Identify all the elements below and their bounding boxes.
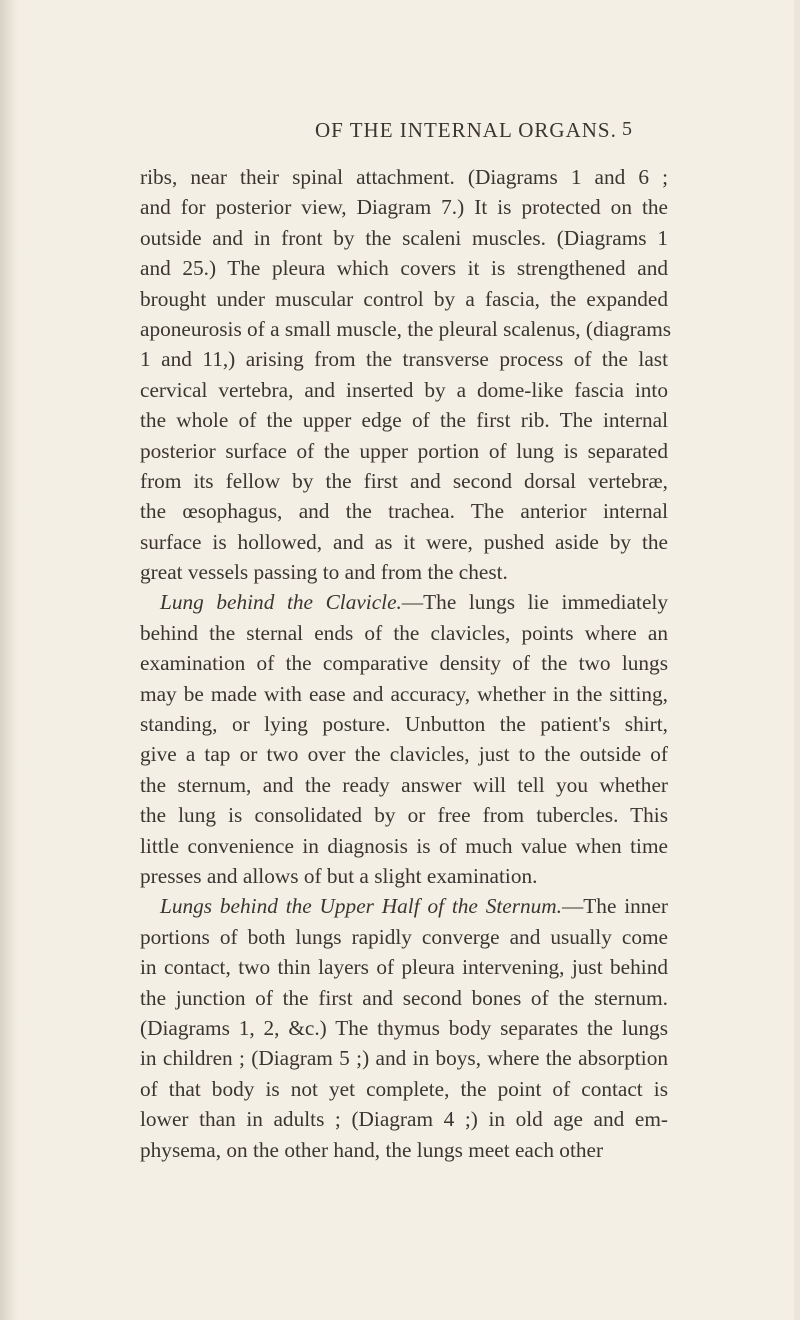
text-line: and for posterior view, Diagram 7.) It is protected on the [140,195,668,220]
text-line: great vessels passing to and from the chest. [140,560,508,585]
text-line: aponeurosis of a small muscle, the pleural scalenus, (diagrams [140,316,672,341]
text-line: (Diagrams 1, 2, &c.) The thymus body separates the lungs [140,1015,668,1040]
text-line: 1 and 11,) arising from the transverse process of the last [140,347,668,372]
text-line: brought under muscular control by a fascia, the expanded [140,286,668,311]
section-heading-sternum: Lungs behind the Upper Half of the Sternum. [160,894,562,919]
section-lead-line [140,587,668,617]
text-line: little convenience in diagnosis is of much value when time [140,833,668,858]
text-line: the sternum, and the ready answer will tell you whether [140,772,668,797]
text-line: physema, on the other hand, the lungs meet each other [140,1137,604,1162]
page-header [0,118,800,148]
text-line: ribs, near their spinal attachment. (Diagrams 1 and 6 ; [140,165,668,189]
text-line: the lung is consolidated by or free from tubercles. This [140,803,668,828]
text-line: and 25.) The pleura which covers it is strengthened and [140,256,668,281]
text-line: outside and in front by the scaleni muscles. (Diagrams 1 [140,225,668,250]
text-line: portions of both lungs rapidly converge and usually come [140,924,668,949]
section-heading-clavicle: Lung behind the Clavicle. [160,590,402,615]
text-line: cervical vertebra, and inserted by a dome-like fascia into [140,377,668,402]
text-line: in contact, two thin layers of pleura intervening, just behind [140,955,668,980]
page-gutter-shadow [0,0,18,1320]
text-line: presses and allows of but a slight examination. [140,863,538,888]
section-lead-text: —The lungs lie immediately [401,590,668,615]
text-line: posterior surface of the upper portion of lung is separated [140,438,668,463]
text-line: behind the sternal ends of the clavicles, points where an [140,620,668,645]
text-line: give a tap or two over the clavicles, just to the outside of [140,742,668,767]
text-line: surface is hollowed, and as it were, pushed aside by the [140,529,668,554]
page-edge [794,0,800,1320]
text-line: lower than in adults ; (Diagram 4 ;) in old age and em- [140,1107,668,1132]
text-line: the whole of the upper edge of the first rib. The internal [140,408,668,433]
text-line: the œsophagus, and the trachea. The anterior internal [140,499,668,524]
section-lead-line [140,891,668,921]
body-text [140,162,672,1165]
text-line: examination of the comparative density of the two lungs [140,651,668,676]
text-line: standing, or lying posture. Unbutton the patient's shirt, [140,712,668,737]
text-line: of that body is not yet complete, the point of contact is [140,1076,668,1101]
text-line: from its fellow by the first and second dorsal vertebræ, [140,468,668,493]
section-lead-text: —The inner [562,894,668,919]
text-line: may be made with ease and accuracy, whether in the sitting, [140,681,668,706]
running-head: OF THE INTERNAL ORGANS. [315,118,617,142]
text-line: the junction of the first and second bones of the sternum. [140,985,668,1010]
text-line: in children ; (Diagram 5 ;) and in boys, where the absorption [140,1046,668,1071]
page-number: 5 [622,118,632,140]
